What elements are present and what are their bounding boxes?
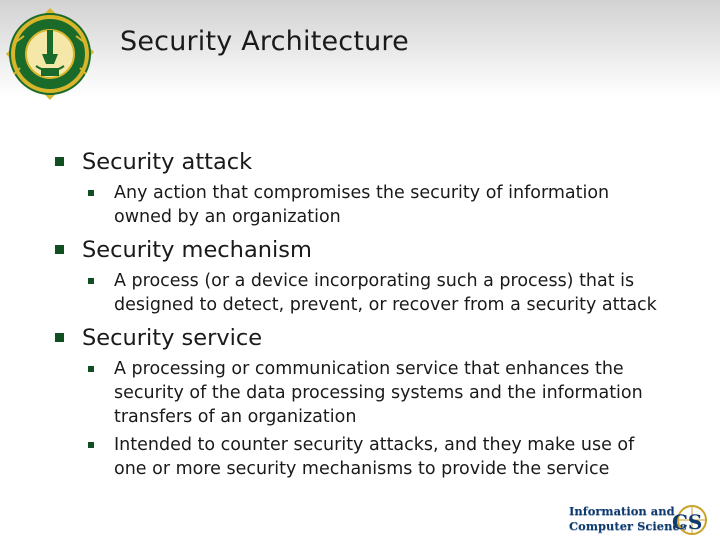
- sub-bullet-text: A process (or a device incorporating such a process) that is designed to detect, prevent, or recover from a security attack: [114, 271, 657, 315]
- sub-bullet-text: Any action that compromises the security of information owned by an organization: [114, 183, 610, 227]
- sub-bullet-text: A processing or communication service that enhances the security of the data processing systems and the information transfers of an organization: [114, 359, 643, 427]
- square-bullet-icon: [55, 157, 64, 166]
- bullet-text: Security attack: [82, 149, 253, 175]
- footer-logo-line1: Information and: [569, 504, 675, 518]
- square-bullet-icon: [55, 245, 64, 254]
- square-bullet-icon: [88, 190, 94, 196]
- square-bullet-icon: [88, 366, 94, 372]
- bullet-text: Security service: [82, 325, 263, 351]
- svg-text:CS: CS: [672, 510, 703, 534]
- square-bullet-icon: [88, 278, 94, 284]
- footer-logo-line2: Computer Science: [569, 519, 687, 533]
- square-bullet-icon: [55, 333, 64, 342]
- sub-bullet-text: Intended to counter security attacks, and they make use of one or more security mechanisms to provide the service: [114, 435, 635, 479]
- ics-logo: [566, 503, 714, 537]
- ics-logo-icon: [670, 503, 712, 537]
- slide-title: Security Architecture: [120, 26, 409, 57]
- square-bullet-icon: [88, 442, 94, 448]
- bullet-text: Security mechanism: [82, 237, 312, 263]
